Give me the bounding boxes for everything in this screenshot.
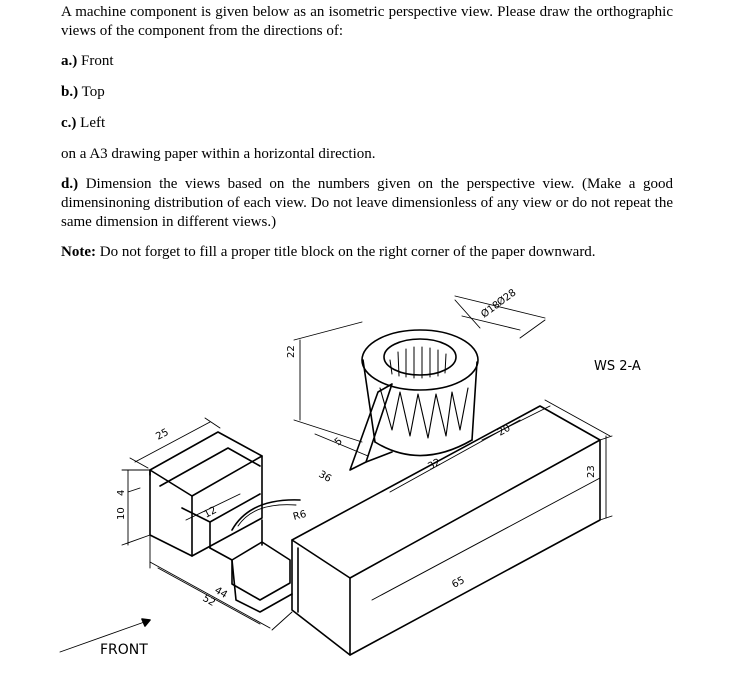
dim-4: 4 bbox=[116, 489, 127, 496]
item-a-text: Front bbox=[77, 53, 114, 69]
dim-25: 25 bbox=[154, 426, 171, 443]
base-block-front-face bbox=[350, 440, 600, 655]
base-block-left-face bbox=[292, 540, 350, 655]
item-d-label: d.) bbox=[61, 176, 79, 192]
dim-rib-5: 5 bbox=[332, 435, 345, 449]
dim-32: 32 bbox=[426, 456, 443, 473]
dim-height-22: 22 bbox=[286, 345, 297, 358]
dim-radius: R6 bbox=[291, 508, 308, 523]
item-c-label: c.) bbox=[61, 115, 77, 131]
dim-outer-dia: Ø28 bbox=[495, 287, 519, 309]
dim-23: 23 bbox=[586, 465, 597, 478]
question-intro: A machine component is given below as an isometric perspective view. Please draw the orthographic views of the component from the directions of: bbox=[61, 4, 673, 39]
dim-44: 44 bbox=[212, 585, 230, 601]
item-c-text: Left bbox=[76, 115, 106, 131]
item-d-text: Dimension the views based on the numbers given on the perspective view. (Make a good dimensinoning distribution of each view. Do not leave dimensionless of any view or do not repeat the same dimension in different views.) bbox=[61, 176, 673, 230]
dim-52: 52 bbox=[200, 593, 218, 609]
front-label: FRONT bbox=[100, 642, 148, 658]
dim-inner-dia: Ø18 bbox=[479, 299, 503, 321]
item-b-label: b.) bbox=[61, 84, 79, 100]
sheet-id: WS 2-A bbox=[594, 359, 641, 374]
dim-12: 12 bbox=[202, 504, 219, 521]
note-label: Note: bbox=[61, 244, 96, 260]
paper-instruction: on a A3 drawing paper within a horizontal direction. bbox=[61, 146, 376, 162]
left-block-top bbox=[150, 432, 262, 496]
base-block-top-face bbox=[292, 406, 600, 578]
left-block-step bbox=[160, 448, 260, 486]
rib bbox=[350, 384, 392, 470]
note-text: Do not forget to fill a proper title block on the right corner of the paper downward. bbox=[95, 244, 596, 260]
dim-10: 10 bbox=[116, 507, 127, 520]
dim-65: 65 bbox=[450, 574, 467, 591]
item-b-text: Top bbox=[78, 84, 105, 100]
dim-36: 36 bbox=[316, 469, 334, 485]
dim-20: 20 bbox=[496, 422, 513, 439]
item-a-label: a.) bbox=[61, 53, 78, 69]
